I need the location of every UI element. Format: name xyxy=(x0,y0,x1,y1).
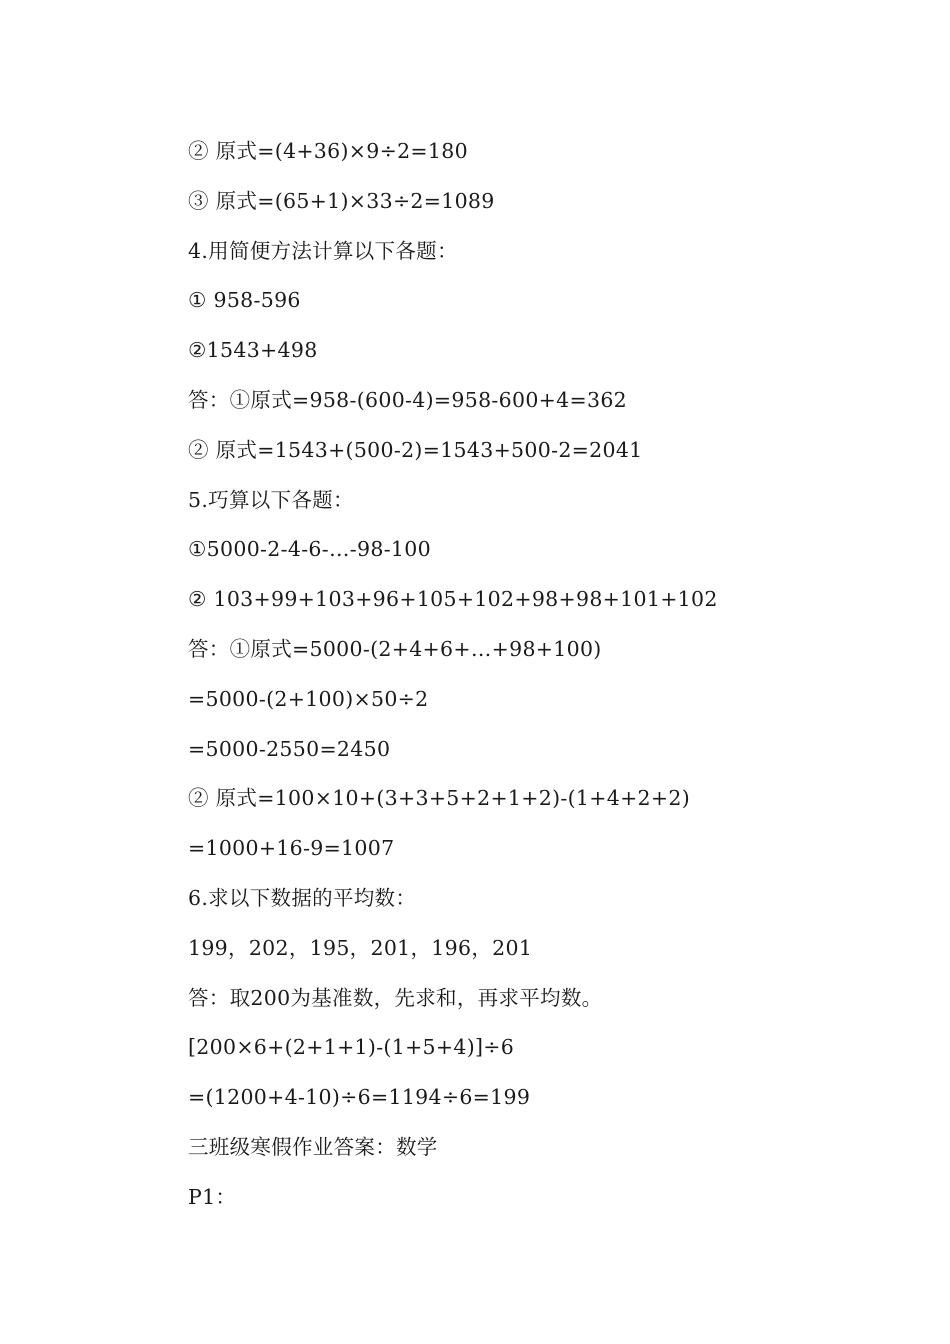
section-heading: 4.用简便方法计算以下各题： xyxy=(188,238,458,263)
text-line: [200×6+(2+1+1)-(1+5+4)]÷6 xyxy=(188,1035,515,1060)
text-line: =5000-2550=2450 xyxy=(188,736,391,761)
document-body xyxy=(188,134,888,1230)
section-heading: 三班级寒假作业答案：数学 xyxy=(188,1134,438,1159)
section-heading: 6.求以下数据的平均数： xyxy=(188,885,417,910)
answer-line: 答：①原式=958-(600-4)=958-600+4=362 xyxy=(188,387,628,412)
text-line: P1： xyxy=(188,1184,237,1209)
text-line: ② 原式=100×10+(3+3+5+2+1+2)-(1+4+2+2) xyxy=(188,786,691,811)
text-line: ② 103+99+103+96+105+102+98+98+101+102 xyxy=(188,587,718,612)
text-line: ②1543+498 xyxy=(188,338,318,363)
text-line: ①5000-2-4-6-…-98-100 xyxy=(188,537,431,562)
text-line: =1000+16-9=1007 xyxy=(188,836,395,861)
answer-line: 答：取200为基准数，先求和，再求平均数。 xyxy=(188,985,603,1010)
text-line: =(1200+4-10)÷6=1194÷6=199 xyxy=(188,1085,531,1110)
text-line: ② 原式=1543+(500-2)=1543+500-2=2041 xyxy=(188,437,643,462)
text-line: =5000-(2+100)×50÷2 xyxy=(188,686,429,711)
text-line: ③ 原式=(65+1)×33÷2=1089 xyxy=(188,188,495,213)
text-line: ② 原式=(4+36)×9÷2=180 xyxy=(188,139,468,163)
text-line: 199，202，195，201，196，201 xyxy=(188,935,533,960)
section-heading: 5.巧算以下各题： xyxy=(188,487,354,512)
text-line: ① 958-596 xyxy=(188,288,301,313)
answer-line: 答：①原式=5000-(2+4+6+…+98+100) xyxy=(188,636,602,661)
